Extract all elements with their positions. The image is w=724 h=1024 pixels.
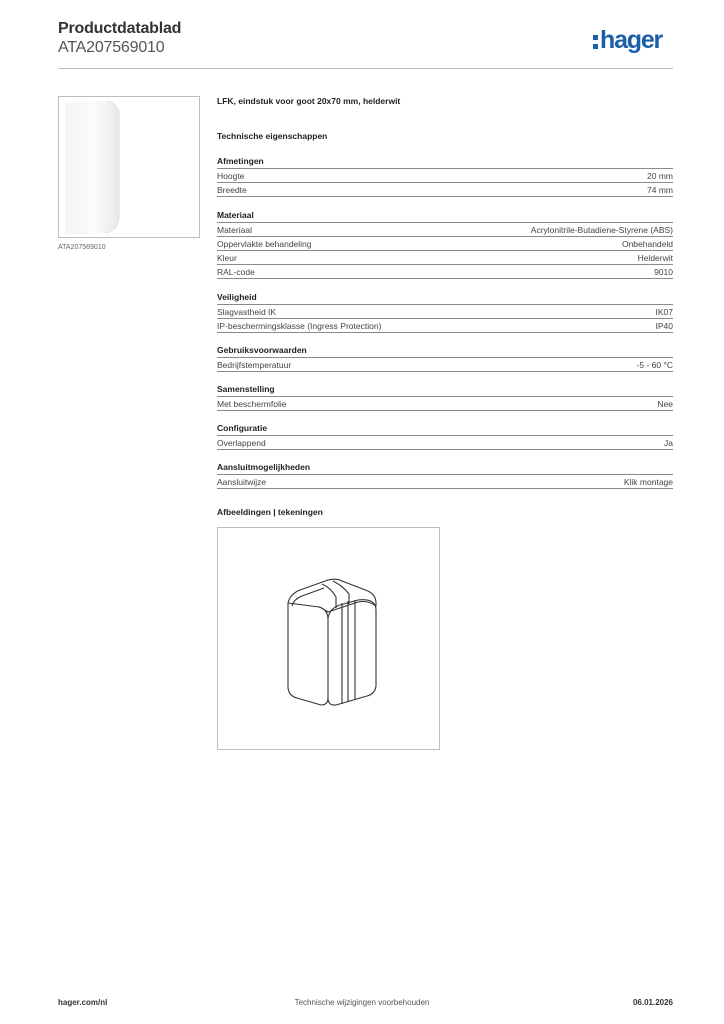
spec-label: Slagvastheid IK xyxy=(217,306,277,317)
hager-logo xyxy=(593,28,662,56)
spec-label: Aansluitwijze xyxy=(217,476,267,487)
spec-value: Klik montage xyxy=(623,476,673,487)
spec-label: Hoogte xyxy=(217,170,245,181)
spec-row xyxy=(217,397,673,411)
footer-website-link[interactable]: hager.com/nl xyxy=(58,998,108,1007)
images-title: Afbeeldingen | tekeningen xyxy=(217,507,323,517)
page-header-title: Productdatablad xyxy=(58,20,182,37)
footer-disclaimer: Technische wijzigingen voorbehouden xyxy=(294,998,430,1007)
spec-label: Kleur xyxy=(217,252,237,263)
spec-group-configuration xyxy=(217,422,673,450)
spec-group-title: Afmetingen xyxy=(217,155,673,169)
spec-group-title: Veiligheid xyxy=(217,291,673,305)
logo-wordmark: hager xyxy=(600,26,663,54)
spec-value: Ja xyxy=(664,437,673,448)
header-divider xyxy=(58,68,673,69)
end-cap-drawing-icon xyxy=(218,528,439,749)
specs-title: Technische eigenschappen xyxy=(217,131,328,141)
spec-label: IP-beschermingsklasse (Ingress Protection) xyxy=(217,320,382,331)
technical-drawing xyxy=(217,527,440,750)
spec-row xyxy=(217,251,673,265)
spec-row xyxy=(217,265,673,279)
spec-label: Materiaal xyxy=(217,224,252,235)
product-name: LFK, eindstuk voor goot 20x70 mm, helderwit xyxy=(217,96,401,106)
spec-group-title: Materiaal xyxy=(217,209,673,223)
footer-date: 06.01.2026 xyxy=(632,998,673,1007)
spec-label: Bedrijfstemperatuur xyxy=(217,359,292,370)
spec-row xyxy=(217,169,673,183)
spec-group-title: Samenstelling xyxy=(217,383,673,397)
spec-group-title: Gebruiksvoorwaarden xyxy=(217,344,673,358)
spec-value: 20 mm xyxy=(647,170,673,181)
logo-dots-icon xyxy=(593,35,598,49)
spec-value: Helderwit xyxy=(637,252,673,263)
product-thumbnail xyxy=(58,96,200,238)
spec-group-dimensions xyxy=(217,155,673,197)
product-code: ATA207569010 xyxy=(58,39,165,56)
spec-value: Onbehandeld xyxy=(621,238,673,249)
spec-row xyxy=(217,237,673,251)
spec-row xyxy=(217,358,673,372)
spec-label: Met beschermfolie xyxy=(217,398,287,409)
spec-value: Nee xyxy=(657,398,673,409)
spec-row xyxy=(217,319,673,333)
spec-value: 9010 xyxy=(654,266,673,277)
spec-group-title: Configuratie xyxy=(217,422,673,436)
spec-group-conditions xyxy=(217,344,673,372)
spec-group-safety xyxy=(217,291,673,333)
spec-value: IP40 xyxy=(655,320,673,331)
spec-row xyxy=(217,183,673,197)
spec-label: Overlappend xyxy=(217,437,266,448)
spec-row xyxy=(217,436,673,450)
spec-row xyxy=(217,475,673,489)
spec-value: -5 - 60 °C xyxy=(636,359,673,370)
spec-label: RAL-code xyxy=(217,266,255,277)
spec-label: Oppervlakte behandeling xyxy=(217,238,312,249)
spec-row xyxy=(217,223,673,237)
spec-value: Acrylonitrile-Butadiene-Styrene (ABS) xyxy=(530,224,673,235)
spec-group-composition xyxy=(217,383,673,411)
thumbnail-caption: ATA207569010 xyxy=(58,244,106,251)
spec-label: Breedte xyxy=(217,184,247,195)
product-photo-icon xyxy=(59,97,199,237)
spec-group-connection xyxy=(217,461,673,489)
spec-value: IK07 xyxy=(655,306,673,317)
spec-group-title: Aansluitmogelijkheden xyxy=(217,461,673,475)
spec-value: 74 mm xyxy=(647,184,673,195)
spec-row xyxy=(217,305,673,319)
spec-group-material xyxy=(217,209,673,279)
